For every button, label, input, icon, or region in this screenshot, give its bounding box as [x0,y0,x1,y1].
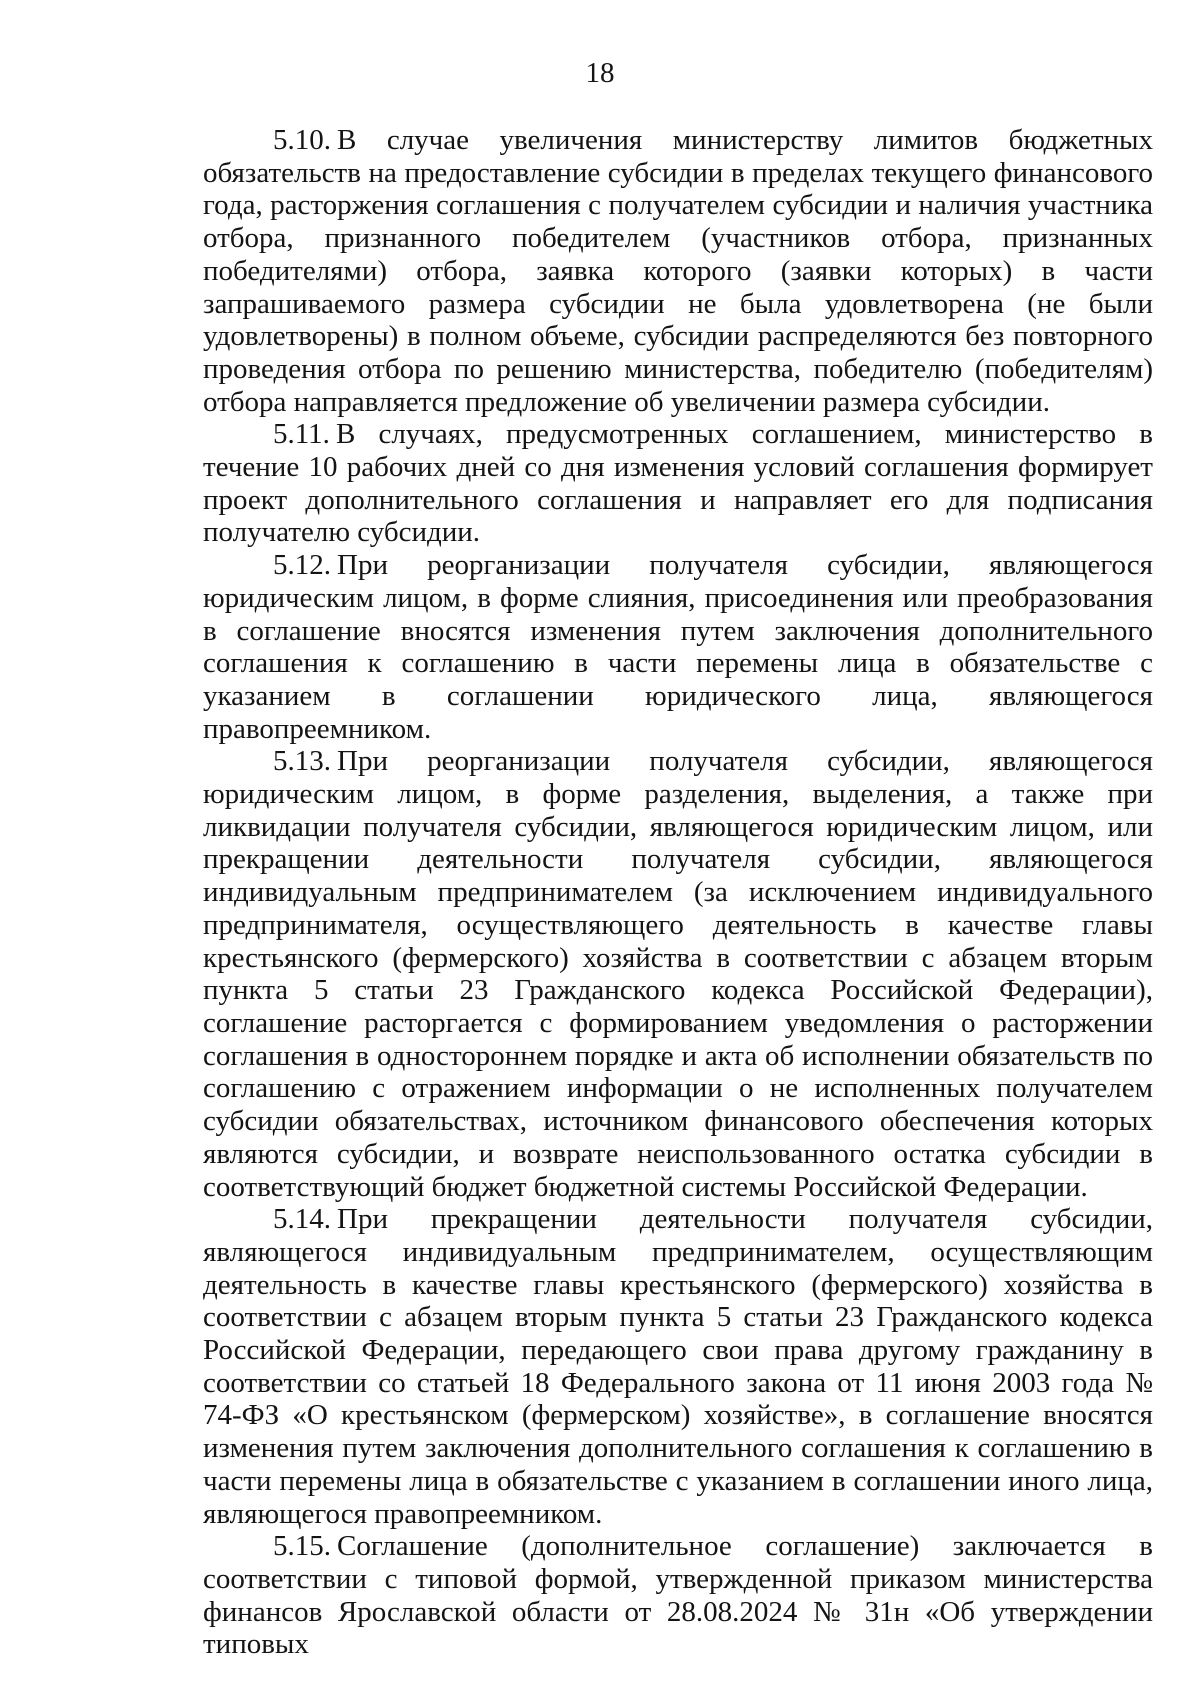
document-body [203,124,1153,1661]
paragraph-5-14 [203,1203,1153,1530]
paragraph-5-10 [203,124,1153,418]
paragraph-text: В случае увеличения министерству лимитов бюджетных обязательств на предоставление субсидии в пределах текущего финансового года, расторжения соглашения с получателем субсидии и наличия участника отбора, признанного победителем (участников отбора, признанных победителями) отбора, заявка которого (заявки которых) в части запрашиваемого размера субсидии не была удовлетворена (не были удовлетворены) в полном объеме, субсидии распределяются без повторного проведения отбора по решению министерства, победителю (победителям) отбора направляется предложение об увеличении размера субсидии. [203,124,1153,418]
paragraph-number: 5.10. [273,124,331,156]
paragraph-number: 5.12. [273,549,331,582]
paragraph-text: В случаях, предусмотренных соглашением, министерство в течение 10 рабочих дней со дня изменения условий соглашения формирует проект дополнительного соглашения и направляет его для подписания получателю субсидии. [203,418,1153,549]
paragraph-5-15 [203,1530,1153,1661]
paragraph-text: При реорганизации получателя субсидии, являющегося юридическим лицом, в форме разделения, выделения, а также при ликвидации получателя субсидии, являющегося юридическим лицом, или прекращении деятельности получателя субсидии, являющегося индивидуальным предпринимателем (за исключением индивидуального предпринимателя, осуществляющего деятельность в качестве главы крестьянского (фермерского) хозяйства в соответствии с абзацем вторым пункта 5 статьи 23 Гражданского кодекса Российской Федерации), соглашение расторгается с формированием уведомления о расторжении соглашения в одностороннем порядке и акта об исполнении обязательств по соглашению с отражением информации о не исполненных получателем субсидии обязательствах, источником финансового обеспечения которых являются субсидии, и возврате неиспользованного остатка субсидии в соответствующий бюджет бюджетной системы Российской Федерации. [203,745,1153,1203]
page-number: 18 [585,57,615,89]
paragraph-number: 5.15. [273,1530,331,1563]
paragraph-5-13 [203,745,1153,1203]
paragraph-text: Соглашение (дополнительное соглашение) заключается в соответствии с типовой формой, утвержденной приказом министерства финансов Ярославской области от 28.08.2024 № 31н «Об утверждении типовых [203,1530,1153,1661]
paragraph-5-12 [203,549,1153,745]
paragraph-text: При прекращении деятельности получателя субсидии, являющегося индивидуальным предпринимателем, осуществляющим деятельность в качестве главы крестьянского (фермерского) хозяйства в соответствии с абзацем вторым пункта 5 статьи 23 Гражданского кодекса Российской Федерации, передающего свои права другому гражданину в соответствии со статьей 18 Федерального закона от 11 июня 2003 года № 74-ФЗ «О крестьянском (фермерском) хозяйстве», в соглашение вносятся изменения путем заключения дополнительного соглашения к соглашению в части перемены лица в обязательстве с указанием в соглашении иного лица, являющегося правопреемником. [203,1203,1153,1530]
paragraph-number: 5.13. [273,745,331,778]
paragraph-5-11 [203,418,1153,549]
paragraph-text: При реорганизации получателя субсидии, являющегося юридическим лицом, в форме слияния, присоединения или преобразования в соглашение вносятся изменения путем заключения дополнительного соглашения к соглашению в части перемены лица в обязательстве с указанием в соглашении юридического лица, являющегося правопреемником. [203,549,1153,745]
paragraph-number: 5.11. [273,418,330,451]
paragraph-number: 5.14. [273,1203,331,1236]
